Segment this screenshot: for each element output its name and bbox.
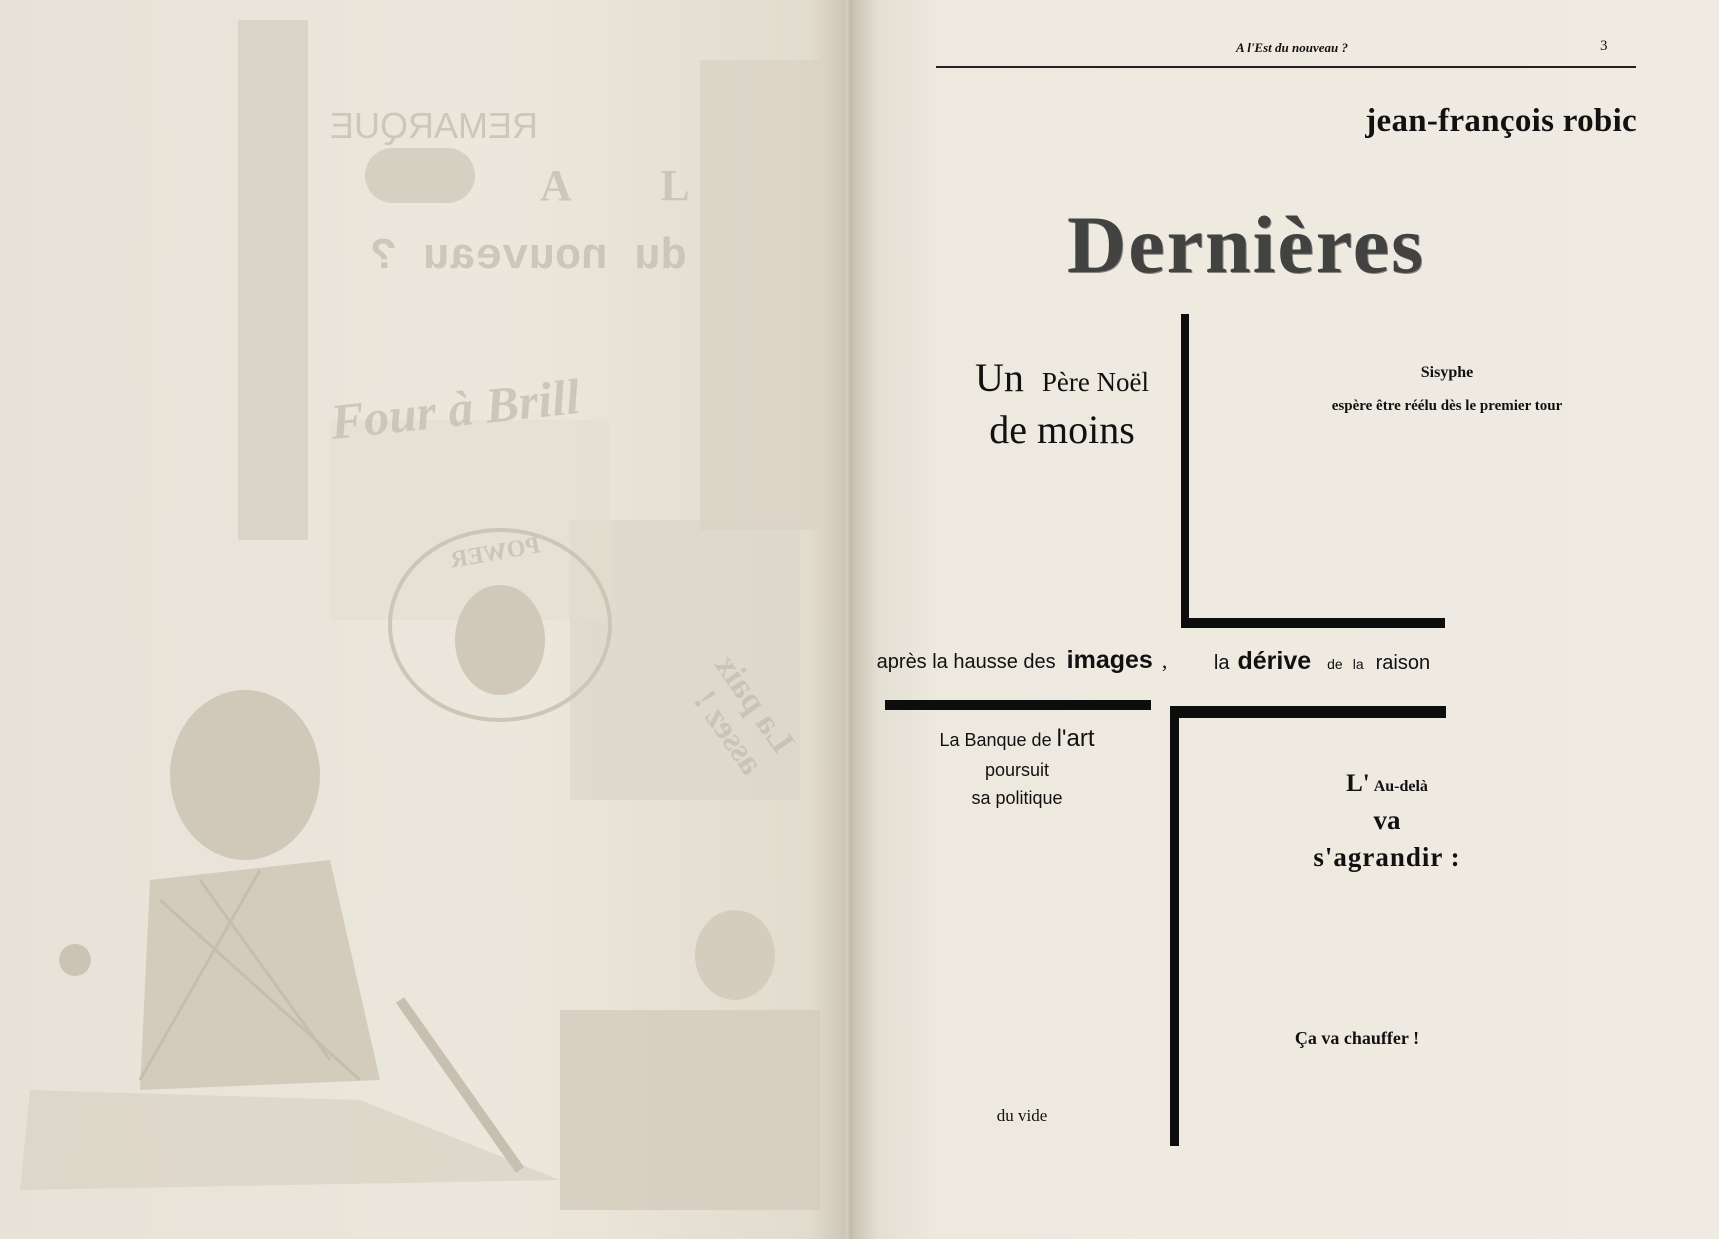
pere-noel-label: Père Noël <box>1041 367 1150 397</box>
banque-line2: poursuit <box>984 760 1050 781</box>
block-banque <box>902 720 1132 813</box>
images-comma: , <box>1161 648 1168 673</box>
pere-noel-de-moins: de moins <box>989 407 1135 452</box>
cross-bar-vertical-bottom <box>1170 706 1179 1146</box>
page-number: 3 <box>1600 38 1608 54</box>
block-derive <box>1187 647 1457 676</box>
block-au-dela <box>1252 770 1522 873</box>
author-name: jean-françois robic <box>1365 103 1637 139</box>
ghost-a-l: A L <box>540 161 730 210</box>
derive-word: dérive <box>1237 647 1312 675</box>
derive-raison: raison <box>1375 652 1431 674</box>
cross-bar-horizontal-right <box>1181 618 1445 628</box>
ghost-four-brill: Four à Brill <box>327 368 583 450</box>
pere-noel-un: Un <box>974 355 1024 400</box>
images-word: images <box>1066 646 1153 674</box>
right-page <box>852 0 1719 1239</box>
ghost-du-nouveau: du nouveau ? <box>370 232 687 282</box>
sisyphe-name: Sisyphe <box>1420 364 1474 381</box>
block-chauffer: Ça va chauffer ! <box>1294 1028 1420 1048</box>
cross-bar-horizontal-right-lower <box>1170 706 1446 718</box>
ghost-power: POWER <box>448 532 543 574</box>
ghost-est-badge <box>365 148 475 203</box>
running-title: A l'Est du nouveau ? <box>1236 40 1348 55</box>
banque-line1: La Banque de <box>939 730 1052 750</box>
header-rule <box>936 66 1636 68</box>
ghost-remarque: REMARQUE <box>330 105 539 146</box>
ghost-la-paix: La paix assez ! <box>686 647 802 782</box>
block-sisyphe <box>1322 364 1572 382</box>
left-page-collage <box>0 0 852 1239</box>
images-pre: après la hausse des <box>876 651 1056 673</box>
banque-art: l'art <box>1056 725 1095 752</box>
cross-bar-vertical-top <box>1181 314 1189 624</box>
headline-dernieres: Dernières <box>1067 199 1426 290</box>
au-dela-agrandir: s'agrandir : <box>1313 841 1461 872</box>
au-dela-l: L' <box>1346 770 1370 797</box>
block-images <box>872 646 1172 675</box>
derive-de: de <box>1327 656 1343 672</box>
banque-line3: sa politique <box>971 788 1063 809</box>
cross-bar-horizontal-left <box>885 700 1151 710</box>
block-pere-noel <box>952 355 1172 453</box>
au-dela-word: Au-delà <box>1373 778 1428 795</box>
au-dela-va: va <box>1373 804 1401 835</box>
block-du-vide: du vide <box>996 1106 1048 1125</box>
sisyphe-text: espère être réélu dès le premier tour <box>1331 398 1563 414</box>
derive-la2: la <box>1352 656 1364 672</box>
derive-la: la <box>1213 652 1230 674</box>
